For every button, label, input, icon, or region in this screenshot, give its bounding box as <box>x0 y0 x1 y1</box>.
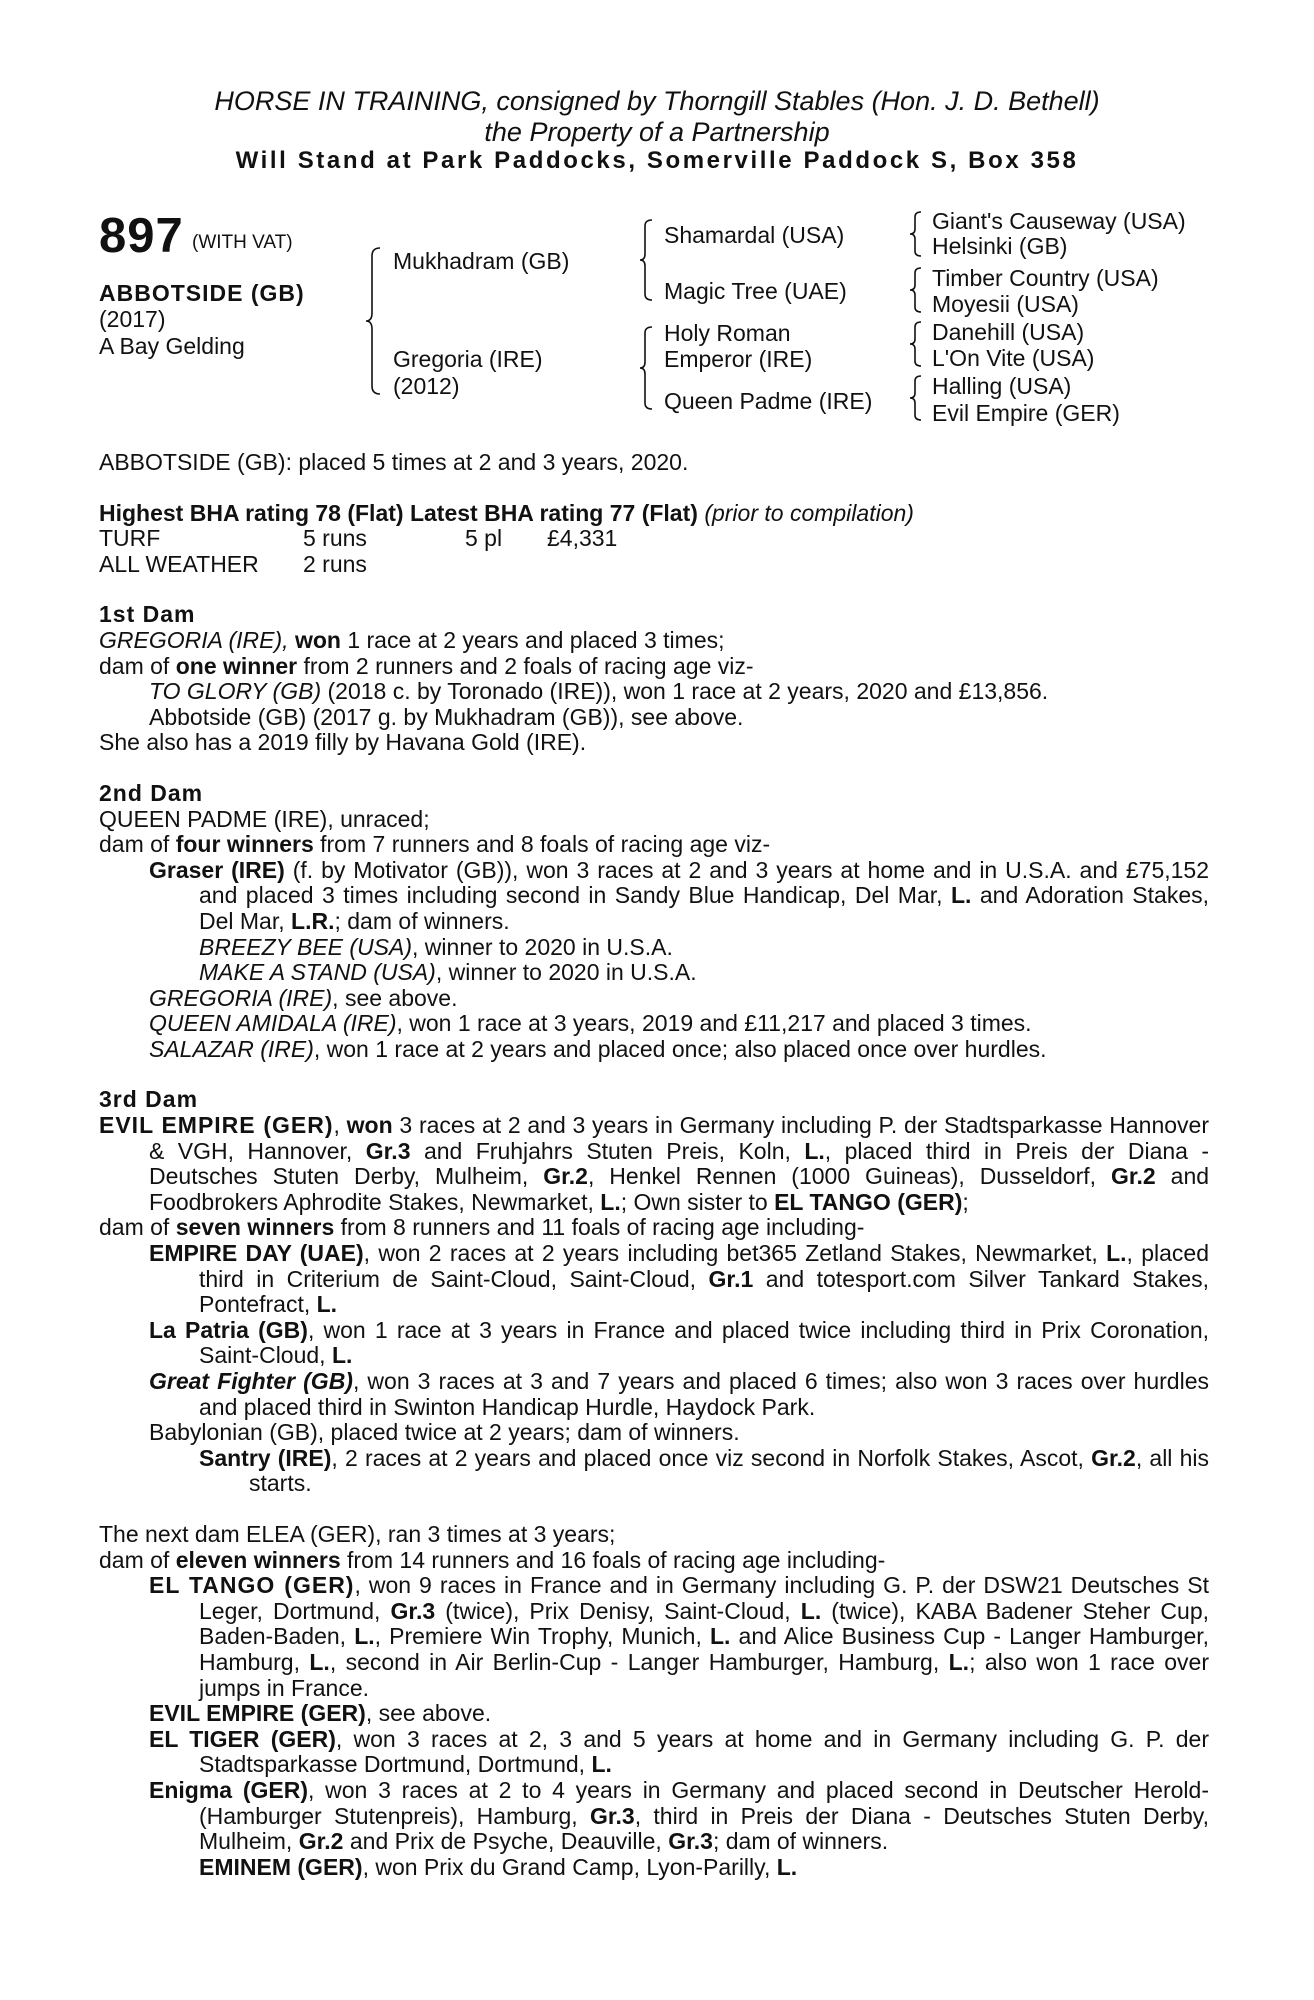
turf-line: TURF 5 runs 5 pl £4,331 <box>99 525 618 552</box>
pedigree-dsd: L'On Vite (USA) <box>932 345 1095 371</box>
first-dam-heading: 1st Dam <box>99 601 196 628</box>
stand-location: Will Stand at Park Paddocks, Somerville Paddock S, Box 358 <box>235 147 1079 174</box>
pedigree-sire-dam: Magic Tree (UAE) <box>664 278 847 304</box>
pedigree-brace-3 <box>910 320 926 368</box>
pedigree-sire-sire: Shamardal (USA) <box>664 222 845 248</box>
second-dam-produce-line: dam of four winners from 7 runners and 8 foals of racing age viz- <box>99 831 771 858</box>
produce-eminem: EMINEM (GER), won Prix du Grand Camp, Lyon-Parilly, L. <box>199 1853 798 1880</box>
pedigree-dam-dam: Queen Padme (IRE) <box>664 388 873 414</box>
second-dam-line: QUEEN PADME (IRE), unraced; <box>99 805 430 832</box>
produce-gregoria: GREGORIA (IRE), see above. <box>149 984 458 1011</box>
produce-santry: Santry (IRE), 2 races at 2 years and placed once viz second in Norfolk Stakes, Ascot, Gr.2, all his starts. <box>199 1444 1209 1497</box>
pedigree-sds: Timber Country (USA) <box>932 265 1159 291</box>
produce-el-tiger: EL TIGER (GER), won 3 races at 2, 3 and 5 years at home and in Germany including G. P. der Stadtsparkasse Dortmund, Dortmund, L. <box>149 1725 1209 1778</box>
pedigree-dam-year: (2012) <box>393 373 460 399</box>
produce-great-fighter: Great Fighter (GB), won 3 races at 3 and 7 years and placed 6 times; also won 3 races over hurdles and placed third in Swinton Handicap Hurdle, Haydock Park. <box>149 1368 1209 1420</box>
produce-salazar: SALAZAR (IRE), won 1 race at 2 years and placed once; also placed once over hurdles. <box>149 1035 1047 1062</box>
vat-note: (WITH VAT) <box>192 232 293 253</box>
horse-description: A Bay Gelding <box>99 333 245 359</box>
produce-abbotside: Abbotside (GB) (2017 g. by Mukhadram (GB)), see above. <box>149 703 744 730</box>
pedigree-brace-1 <box>910 210 926 258</box>
property-line: the Property of a Partnership <box>484 117 830 147</box>
produce-enigma: Enigma (GER), won 3 races at 2 to 4 years in Germany and placed second in Deutscher Herold-(Hamburger Stutenpreis), Hamburg, Gr.3, third in Preis der Diana - Deutsches Stuten Derby, Mulheim, Gr.2 and Prix de Psyche, Deauville, Gr.3; dam of winners. <box>149 1776 1209 1855</box>
lot-number: 897 <box>99 209 184 263</box>
pedigree-sire: Mukhadram (GB) <box>393 248 570 274</box>
produce-babylonian: Babylonian (GB), placed twice at 2 years; dam of winners. <box>149 1419 740 1446</box>
first-dam-line: GREGORIA (IRE), won 1 race at 2 years and placed 3 times; <box>99 626 725 653</box>
pedigree-dam-sire-line1: Holy Roman <box>664 320 791 346</box>
race-record <box>99 450 1209 1880</box>
summary-line: ABBOTSIDE (GB): placed 5 times at 2 and 3 years, 2020. <box>99 449 689 475</box>
produce-breezy-bee: BREEZY BEE (USA), winner to 2020 in U.S.A. <box>199 933 673 960</box>
pedigree-ssd: Helsinki (GB) <box>932 233 1068 259</box>
first-dam-note: She also has a 2019 filly by Havana Gold (IRE). <box>99 729 587 756</box>
second-dam-heading: 2nd Dam <box>99 779 204 806</box>
all-weather-line: ALL WEATHER 2 runs <box>99 550 367 577</box>
pedigree-dam: Gregoria (IRE) <box>393 346 543 372</box>
third-dam-heading: 3rd Dam <box>99 1086 199 1113</box>
pedigree-sire-brace <box>640 218 658 302</box>
third-dam-produce-line: dam of seven winners from 8 runners and 11 foals of racing age including- <box>99 1214 865 1241</box>
pedigree-sss: Giant's Causeway (USA) <box>932 208 1186 234</box>
consignor-line: HORSE IN TRAINING, consigned by Thorngill Stables (Hon. J. D. Bethell) <box>214 86 1100 116</box>
pedigree-brace-4 <box>910 374 926 422</box>
pedigree-dss: Danehill (USA) <box>932 319 1085 345</box>
third-dam-line: EVIL EMPIRE (GER), won 3 races at 2 and 3 years in Germany including P. der Stadtsparkasse Hannover & VGH, Hannover, Gr.3 and Fruhjahrs Stuten Preis, Koln, L., placed third in Preis der Diana - Deutsches Stuten Derby, Mulheim, Gr.2, Henkel Rennen (1000 Guineas), Dusseldorf, Gr.2 and Foodbrokers Aphrodite Stakes, Newmarket, L.; Own sister to EL TANGO (GER); <box>99 1112 1210 1215</box>
produce-empire-day: EMPIRE DAY (UAE), won 2 races at 2 years including bet365 Zetland Stakes, Newmarket, L., placed third in Criterium de Saint-Cloud, Saint-Cloud, Gr.1 and totesport.com Silver Tankard Stakes, Pontefract, L. <box>149 1240 1210 1318</box>
produce-evil-empire: EVIL EMPIRE (GER), see above. <box>149 1700 492 1727</box>
pedigree-sdd: Moyesii (USA) <box>932 291 1079 317</box>
horse-name: ABBOTSIDE (GB) <box>99 280 305 306</box>
pedigree-dds: Halling (USA) <box>932 373 1072 399</box>
pedigree-dam-brace <box>640 325 658 411</box>
pedigree-brace-2 <box>910 266 926 314</box>
next-dam-line: The next dam ELEA (GER), ran 3 times at 3 years; <box>99 1520 616 1547</box>
produce-la-patria: La Patria (GB), won 1 race at 3 years in France and placed twice including third in Prix Coronation, Saint-Cloud, L. <box>149 1316 1209 1369</box>
produce-graser: Graser (IRE) (f. by Motivator (GB)), won 3 races at 2 and 3 years at home and in U.S.A. and £75,152 and placed 3 times including second in Sandy Blue Handicap, Del Mar, L. and Adoration Stakes, Del Mar, L.R.; dam of winners. <box>149 856 1210 934</box>
horse-year: (2017) <box>99 306 166 332</box>
rating-line: Highest BHA rating 78 (Flat) Latest BHA rating 77 (Flat) (prior to compilation) <box>99 499 914 526</box>
pedigree-main-brace <box>366 246 388 396</box>
produce-to-glory: TO GLORY (GB) (2018 c. by Toronado (IRE)), won 1 race at 2 years, 2020 and £13,856. <box>149 678 1049 705</box>
next-dam-produce-line: dam of eleven winners from 14 runners and 16 foals of racing age including- <box>99 1546 886 1573</box>
first-dam-produce-line: dam of one winner from 2 runners and 2 foals of racing age viz- <box>99 652 754 679</box>
pedigree-dam-sire-line2: Emperor (IRE) <box>664 346 813 372</box>
produce-make-a-stand: MAKE A STAND (USA), winner to 2020 in U.S.A. <box>199 959 697 986</box>
produce-queen-amidala: QUEEN AMIDALA (IRE), won 1 race at 3 years, 2019 and £11,217 and placed 3 times. <box>149 1010 1032 1037</box>
pedigree-ddd: Evil Empire (GER) <box>932 400 1120 426</box>
produce-el-tango: EL TANGO (GER), won 9 races in France and in Germany including G. P. der DSW21 Deutsches St Leger, Dortmund, Gr.3 (twice), Prix Denisy, Saint-Cloud, L. (twice), KABA Badener Steher Cup, Baden-Baden, L., Premiere Win Trophy, Munich, L. and Alice Business Cup - Langer Hamburger, Hamburg, L., second in Air Berlin-Cup - Langer Hamburger, Hamburg, L.; also won 1 race over jumps in France. <box>149 1572 1210 1701</box>
